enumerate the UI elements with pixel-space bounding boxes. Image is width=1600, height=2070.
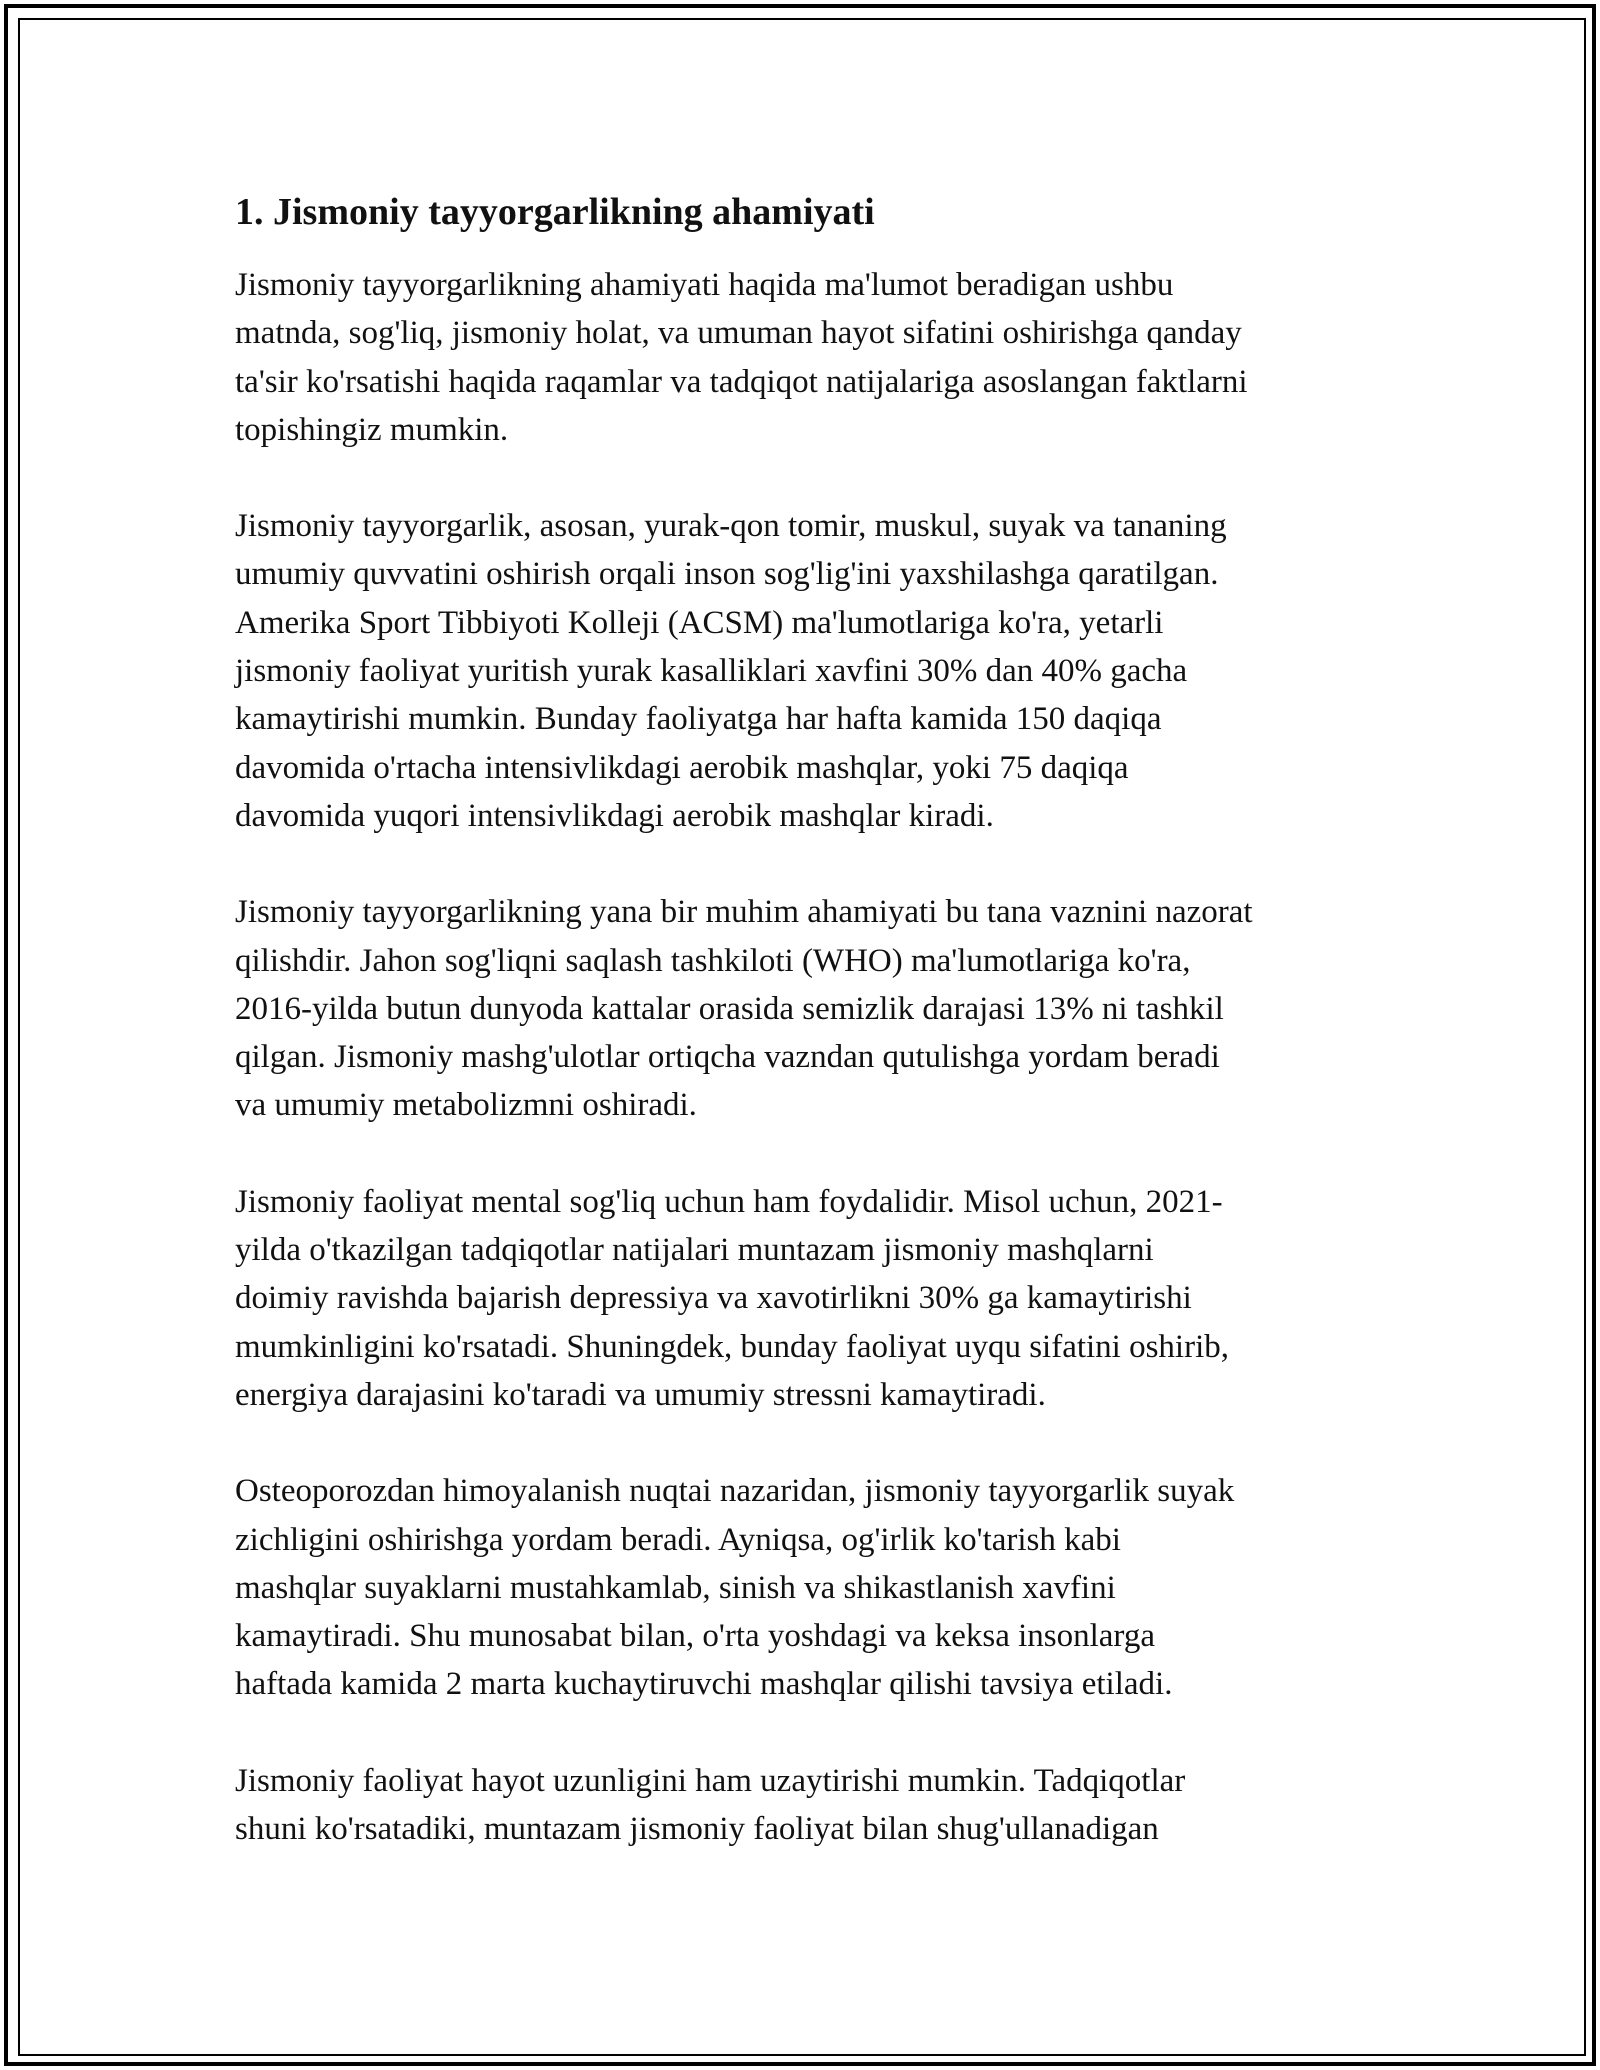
text-line: doimiy ravishda bajarish depressiya va xavotirlikni 30% ga kamaytirishi	[235, 1280, 1192, 1317]
paragraph-6	[235, 1757, 1385, 1854]
text-line: 2016-yilda butun dunyoda kattalar orasida semizlik darajasi 13% ni tashkil	[235, 990, 1224, 1027]
text-line: Jismoniy faoliyat mental sog'liq uchun ham foydalidir. Misol uchun, 2021-	[235, 1183, 1223, 1220]
text-line: qilishdir. Jahon sog'liqni saqlash tashkiloti (WHO) ma'lumotlariga ko'ra,	[235, 942, 1191, 979]
paragraph-2	[235, 502, 1385, 840]
text-line: zichligini oshirishga yordam beradi. Ayniqsa, og'irlik ko'tarish kabi	[235, 1521, 1121, 1558]
text-line: umumiy quvvatini oshirish orqali inson sog'lig'ini yaxshilashga qaratilgan.	[235, 556, 1219, 593]
text-line: Jismoniy tayyorgarlikning yana bir muhim ahamiyati bu tana vaznini nazorat	[235, 894, 1253, 931]
text-line: kamaytiradi. Shu munosabat bilan, o'rta yoshdagi va keksa insonlarga	[235, 1618, 1155, 1655]
text-line: qilgan. Jismoniy mashg'ulotlar ortiqcha vazndan qutulishga yordam beradi	[235, 1039, 1220, 1076]
document-body	[235, 188, 1385, 1901]
text-line: haftada kamida 2 marta kuchaytiruvchi mashqlar qilishi tavsiya etiladi.	[235, 1666, 1173, 1703]
paragraph-3	[235, 888, 1385, 1129]
paragraph-1	[235, 261, 1385, 454]
text-line: Jismoniy faoliyat hayot uzunligini ham uzaytirishi mumkin. Tadqiqotlar	[235, 1762, 1186, 1799]
text-line: davomida o'rtacha intensivlikdagi aerobik mashqlar, yoki 75 daqiqa	[235, 749, 1129, 786]
text-line: yilda o'tkazilgan tadqiqotlar natijalari muntazam jismoniy mashqlarni	[235, 1232, 1154, 1269]
paragraph-5	[235, 1467, 1385, 1708]
section-heading: 1. Jismoniy tayyorgarlikning ahamiyati	[235, 191, 875, 233]
text-line: shuni ko'rsatadiki, muntazam jismoniy faoliyat bilan shug'ullanadigan	[235, 1811, 1159, 1848]
text-line: ta'sir ko'rsatishi haqida raqamlar va tadqiqot natijalariga asoslangan faktlarni	[235, 363, 1248, 400]
text-line: energiya darajasini ko'taradi va umumiy stressni kamaytiradi.	[235, 1376, 1046, 1413]
text-line: jismoniy faoliyat yuritish yurak kasalliklari xavfini 30% dan 40% gacha	[235, 653, 1188, 690]
text-line: Jismoniy tayyorgarlikning ahamiyati haqida ma'lumot beradigan ushbu	[235, 267, 1174, 303]
text-line: Osteoporozdan himoyalanish nuqtai nazaridan, jismoniy tayyorgarlik suyak	[235, 1473, 1235, 1510]
text-line: mashqlar suyaklarni mustahkamlab, sinish va shikastlanish xavfini	[235, 1569, 1116, 1606]
paragraph-4	[235, 1178, 1385, 1419]
text-line: matnda, sog'liq, jismoniy holat, va umuman hayot sifatini oshirishga qanday	[235, 315, 1242, 352]
text-line: mumkinligini ko'rsatadi. Shuningdek, bunday faoliyat uyqu sifatini oshirib,	[235, 1328, 1230, 1365]
text-line: va umumiy metabolizmni oshiradi.	[235, 1087, 697, 1124]
text-line: Amerika Sport Tibbiyoti Kolleji (ACSM) ma'lumotlariga ko'ra, yetarli	[235, 604, 1164, 641]
text-line: topishingiz mumkin.	[235, 411, 509, 448]
text-line: davomida yuqori intensivlikdagi aerobik mashqlar kiradi.	[235, 797, 994, 834]
text-line: Jismoniy tayyorgarlik, asosan, yurak-qon tomir, muskul, suyak va tananing	[235, 508, 1227, 545]
text-line: kamaytirishi mumkin. Bunday faoliyatga har hafta kamida 150 daqiqa	[235, 701, 1162, 738]
